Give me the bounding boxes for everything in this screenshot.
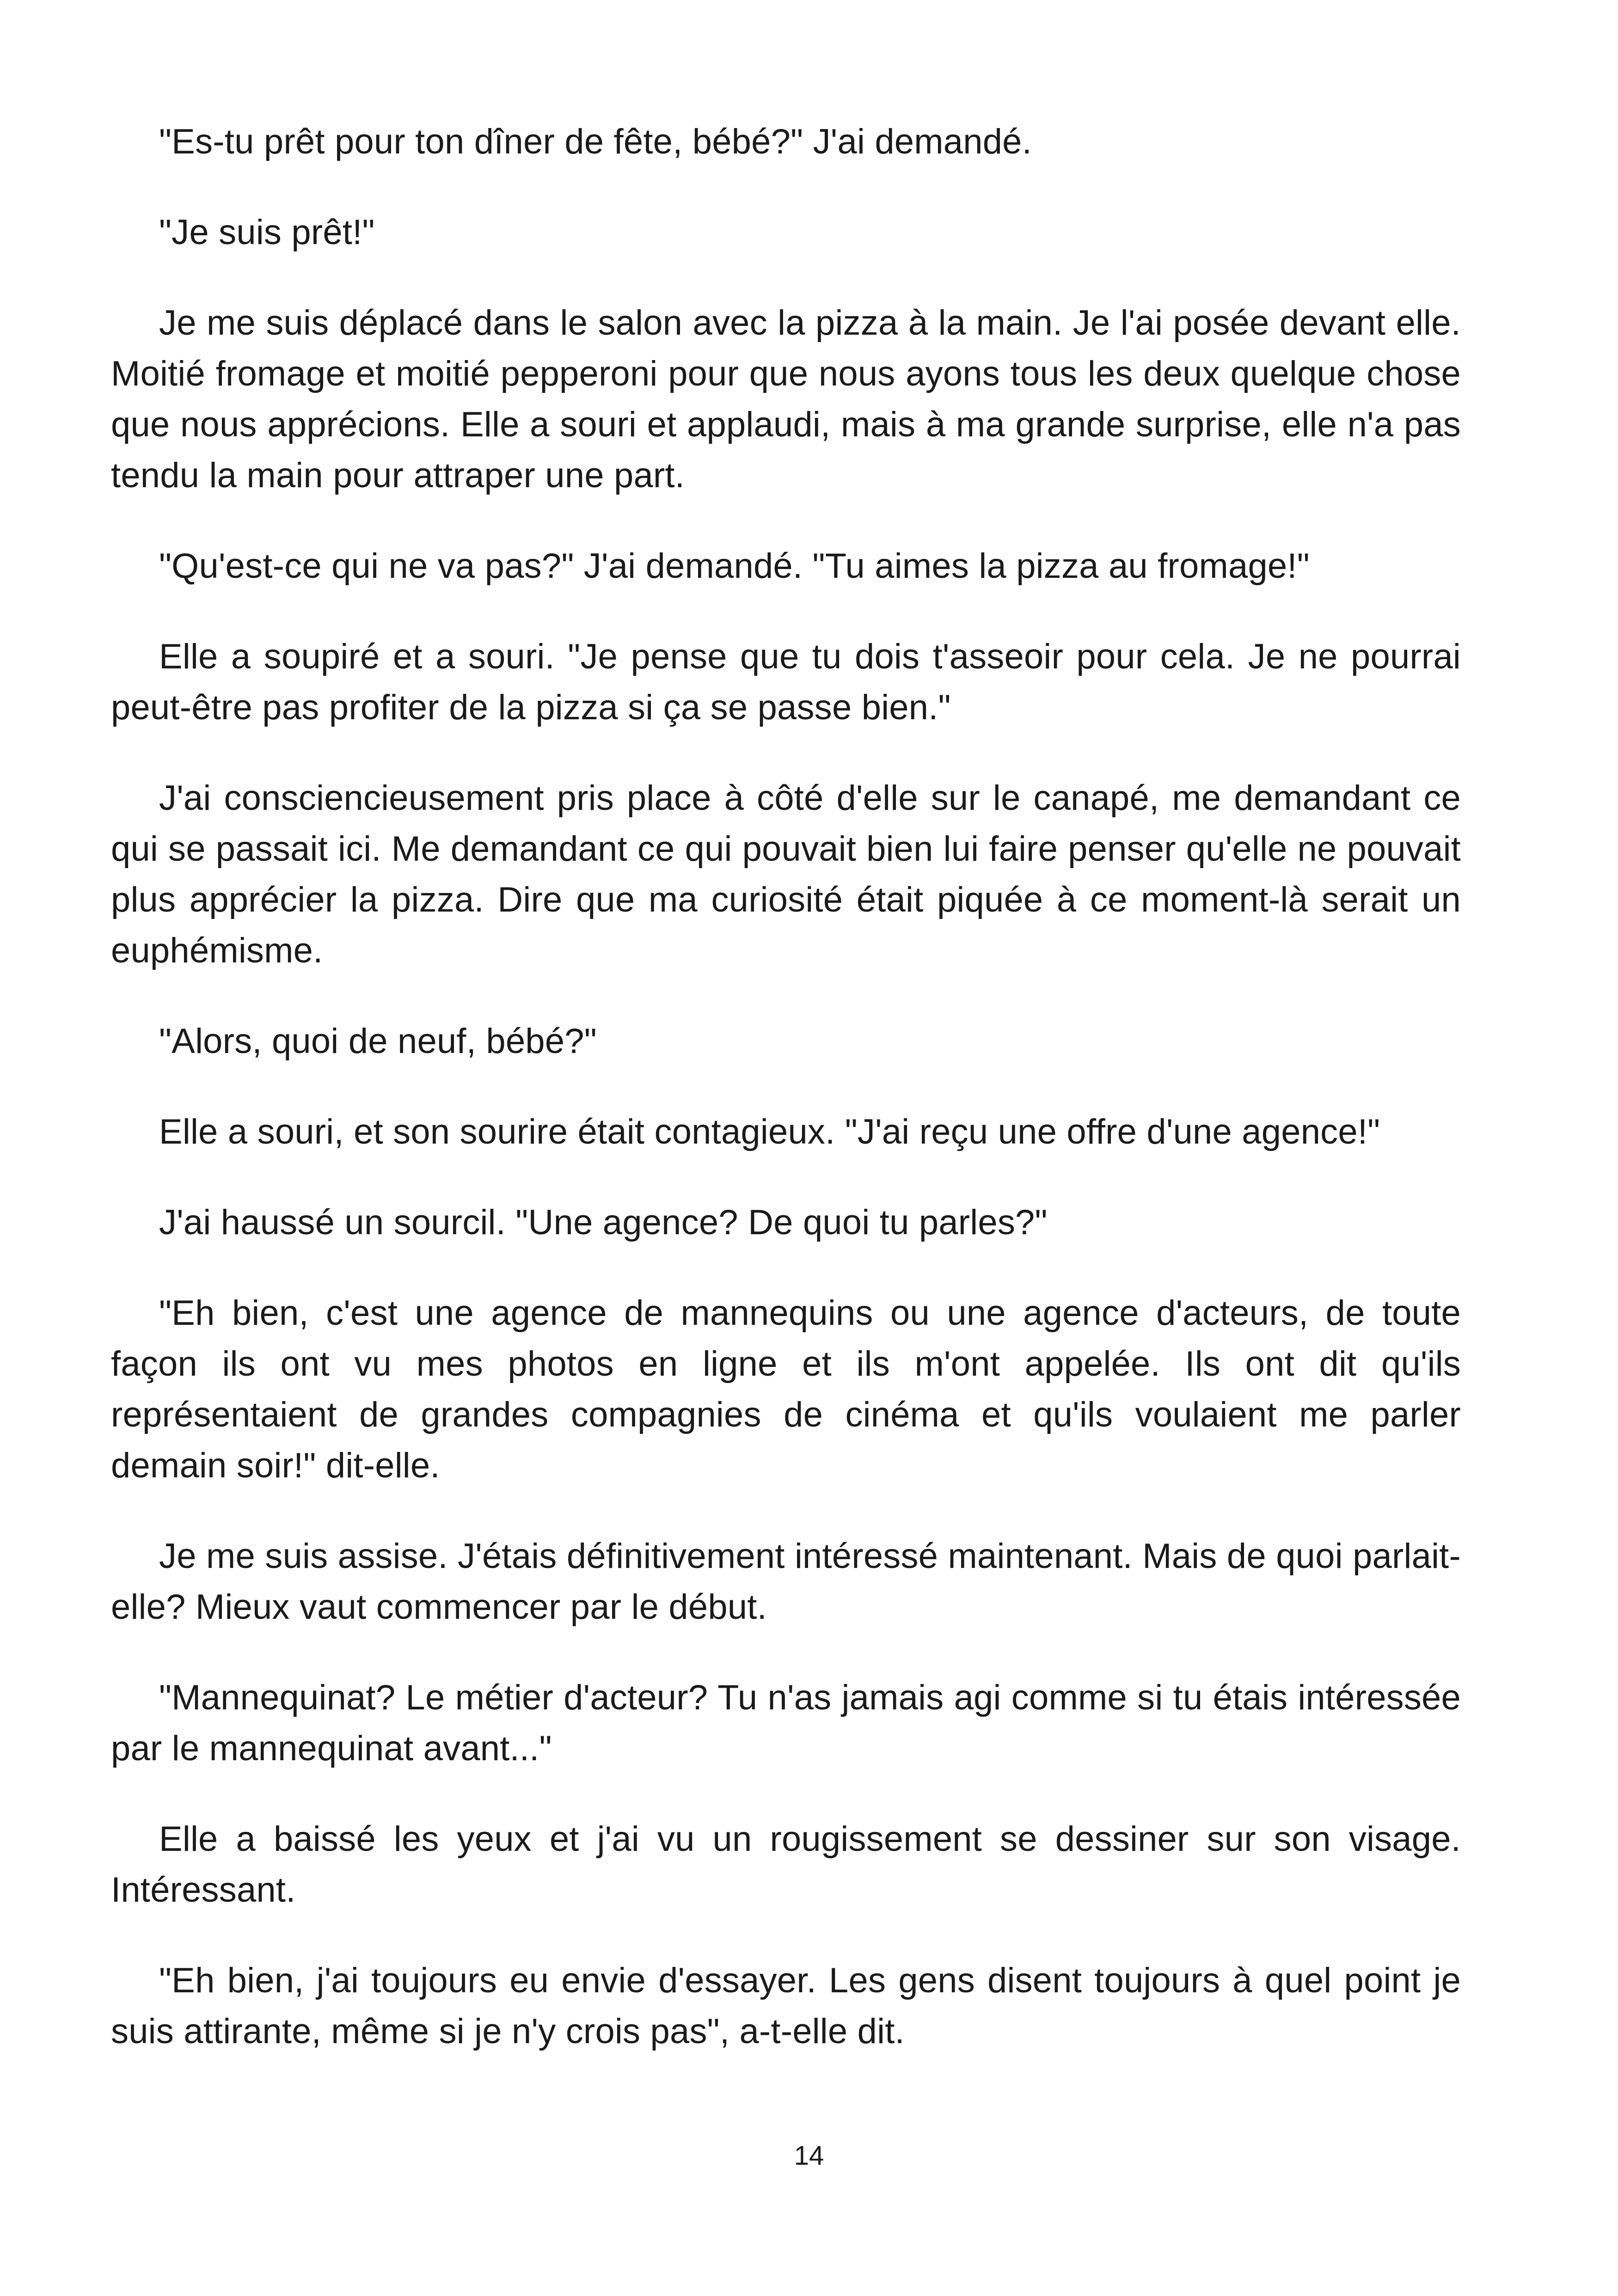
paragraph: "Je suis prêt!": [159, 213, 375, 252]
paragraph: Elle a soupiré et a souri. "Je pense que tu dois t'asseoir pour cela. Je ne pourrai peut-être pas profiter de la pizza si ça se passe bien.": [111, 637, 1461, 727]
paragraph: Je me suis déplacé dans le salon avec la pizza à la main. Je l'ai posée devant elle. Moitié fromage et moitié pepperoni pour que nous ayons tous les deux quelque chose que nous apprécions. Elle a souri et applaudi, mais à ma grande surprise, elle n'a pas tendu la main pour attraper une part.: [111, 303, 1461, 495]
body-text: [111, 116, 1461, 2097]
paragraph: "Eh bien, j'ai toujours eu envie d'essayer. Les gens disent toujours à quel point je suis attirante, même si je n'y crois pas", a-t-elle dit.: [111, 1961, 1461, 2051]
paragraph: "Eh bien, c'est une agence de mannequins ou une agence d'acteurs, de toute façon ils ont vu mes photos en ligne et ils m'ont appelée. Ils ont dit qu'ils représentaient de grandes compagnies de cinéma et qu'ils voulaient me parler demain soir!" dit-elle.: [111, 1293, 1461, 1485]
paragraph: "Mannequinat? Le métier d'acteur? Tu n'as jamais agi comme si tu étais intéressée par le mannequinat avant...": [111, 1678, 1461, 1768]
paragraph: Elle a baissé les yeux et j'ai vu un rougissement se dessiner sur son visage. Intéressant.: [111, 1819, 1461, 1910]
paragraph: J'ai consciencieusement pris place à côté d'elle sur le canapé, me demandant ce qui se passait ici. Me demandant ce qui pouvait bien lui faire penser qu'elle ne pouvait plus apprécier la pizza. Dire que ma curiosité était piquée à ce moment-là serait un euphémisme.: [111, 778, 1461, 970]
page-number: 14: [794, 2141, 824, 2171]
paragraph: Elle a souri, et son sourire était contagieux. "J'ai reçu une offre d'une agence!": [159, 1112, 1380, 1151]
paragraph: J'ai haussé un sourcil. "Une agence? De quoi tu parles?": [159, 1203, 1048, 1242]
paragraph: Je me suis assise. J'étais définitivement intéressé maintenant. Mais de quoi parlait-elle? Mieux vaut commencer par le début.: [111, 1537, 1461, 1627]
paragraph: "Es-tu prêt pour ton dîner de fête, bébé?" J'ai demandé.: [159, 122, 1032, 161]
paragraph: "Alors, quoi de neuf, bébé?": [159, 1022, 597, 1061]
paragraph: "Qu'est-ce qui ne va pas?" J'ai demandé. "Tu aimes la pizza au fromage!": [159, 546, 1310, 586]
